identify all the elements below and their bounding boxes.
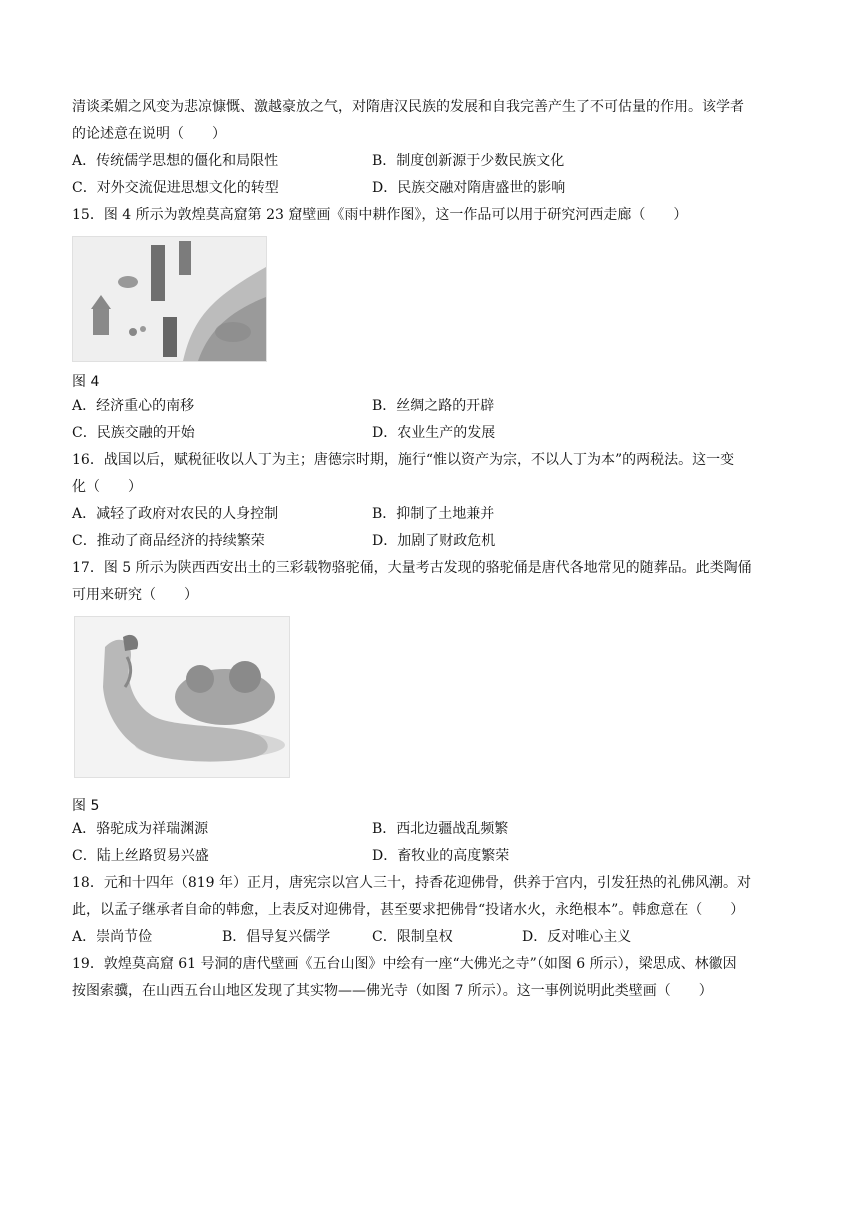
q16-stem-line2: 化（ ）: [72, 479, 142, 495]
q14-option-a[interactable]: A．传统儒学思想的僵化和局限性: [72, 153, 279, 169]
camel-figurine-image: [74, 616, 290, 778]
q15-stem: 15．图 4 所示为敦煌莫高窟第 23 窟壁画《雨中耕作图》，这一作品可以用于研究河西走廊（ ）: [72, 207, 688, 223]
q17-stem-line2: 可用来研究（ ）: [72, 587, 198, 603]
q14-option-b[interactable]: B．制度创新源于少数民族文化: [372, 153, 565, 169]
q19-stem-line1: 19．敦煌莫高窟 61 号洞的唐代壁画《五台山图》中绘有一座“大佛光之寺”（如图 6 所示），梁思成、林徽因: [72, 956, 737, 972]
q19-stem-line2: 按图索骥，在山西五台山地区发现了其实物——佛光寺（如图 7 所示）。这一事例说明此类壁画（ ）: [72, 983, 713, 999]
q15-option-a[interactable]: A．经济重心的南移: [72, 398, 195, 414]
q16-option-a[interactable]: A．减轻了政府对农民的人身控制: [72, 506, 279, 522]
figure-5-caption: 图 5: [72, 798, 100, 814]
q14-stem-line1: 清谈柔媚之风变为悲凉慷慨、激越豪放之气，对隋唐汉民族的发展和自我完善产生了不可估量的作用。该学者: [72, 99, 744, 115]
q16-stem-line1: 16．战国以后，赋税征收以人丁为主；唐德宗时期，施行“惟以资产为宗，不以人丁为本”的两税法。这一变: [72, 452, 735, 468]
q16-option-b[interactable]: B．抑制了土地兼并: [372, 506, 495, 522]
q14-stem-line2: 的论述意在说明（ ）: [72, 126, 226, 142]
q15-option-b[interactable]: B．丝绸之路的开辟: [372, 398, 495, 414]
q17-option-b[interactable]: B．西北边疆战乱频繁: [372, 821, 509, 837]
camel-illustration: [75, 617, 289, 777]
q18-stem-line1: 18．元和十四年（819 年）正月，唐宪宗以宫人三十，持香花迎佛骨，供养于宫内，引发狂热的礼佛风潮。对: [72, 875, 751, 891]
q16-option-d[interactable]: D．加剧了财政危机: [372, 533, 496, 549]
q18-option-b[interactable]: B．倡导复兴儒学: [222, 929, 331, 945]
q14-option-d[interactable]: D．民族交融对隋唐盛世的影响: [372, 180, 566, 196]
q17-option-a[interactable]: A．骆驼成为祥瑞渊源: [72, 821, 209, 837]
q16-option-c[interactable]: C．推动了商品经济的持续繁荣: [72, 533, 265, 549]
q15-option-c[interactable]: C．民族交融的开始: [72, 425, 195, 441]
q17-option-c[interactable]: C．陆上丝路贸易兴盛: [72, 848, 209, 864]
mural-rain-plowing-image: [72, 236, 267, 362]
q15-option-d[interactable]: D．农业生产的发展: [372, 425, 496, 441]
q18-option-a[interactable]: A．崇尚节俭: [72, 929, 153, 945]
q18-stem-line2: 此，以孟子继承者自命的韩愈，上表反对迎佛骨，甚至要求把佛骨“投诸水火，永绝根本”。韩愈意在（ ）: [72, 902, 745, 918]
figure-4-caption: 图 4: [72, 374, 100, 390]
q18-option-c[interactable]: C．限制皇权: [372, 929, 453, 945]
q17-option-d[interactable]: D．畜牧业的高度繁荣: [372, 848, 510, 864]
q14-option-c[interactable]: C．对外交流促进思想文化的转型: [72, 180, 279, 196]
mural-illustration: [73, 237, 266, 361]
q17-stem-line1: 17．图 5 所示为陕西西安出土的三彩载物骆驼俑，大量考古发现的骆驼俑是唐代各地常见的随葬品。此类陶俑: [72, 560, 752, 576]
q18-option-d[interactable]: D．反对唯心主义: [522, 929, 632, 945]
